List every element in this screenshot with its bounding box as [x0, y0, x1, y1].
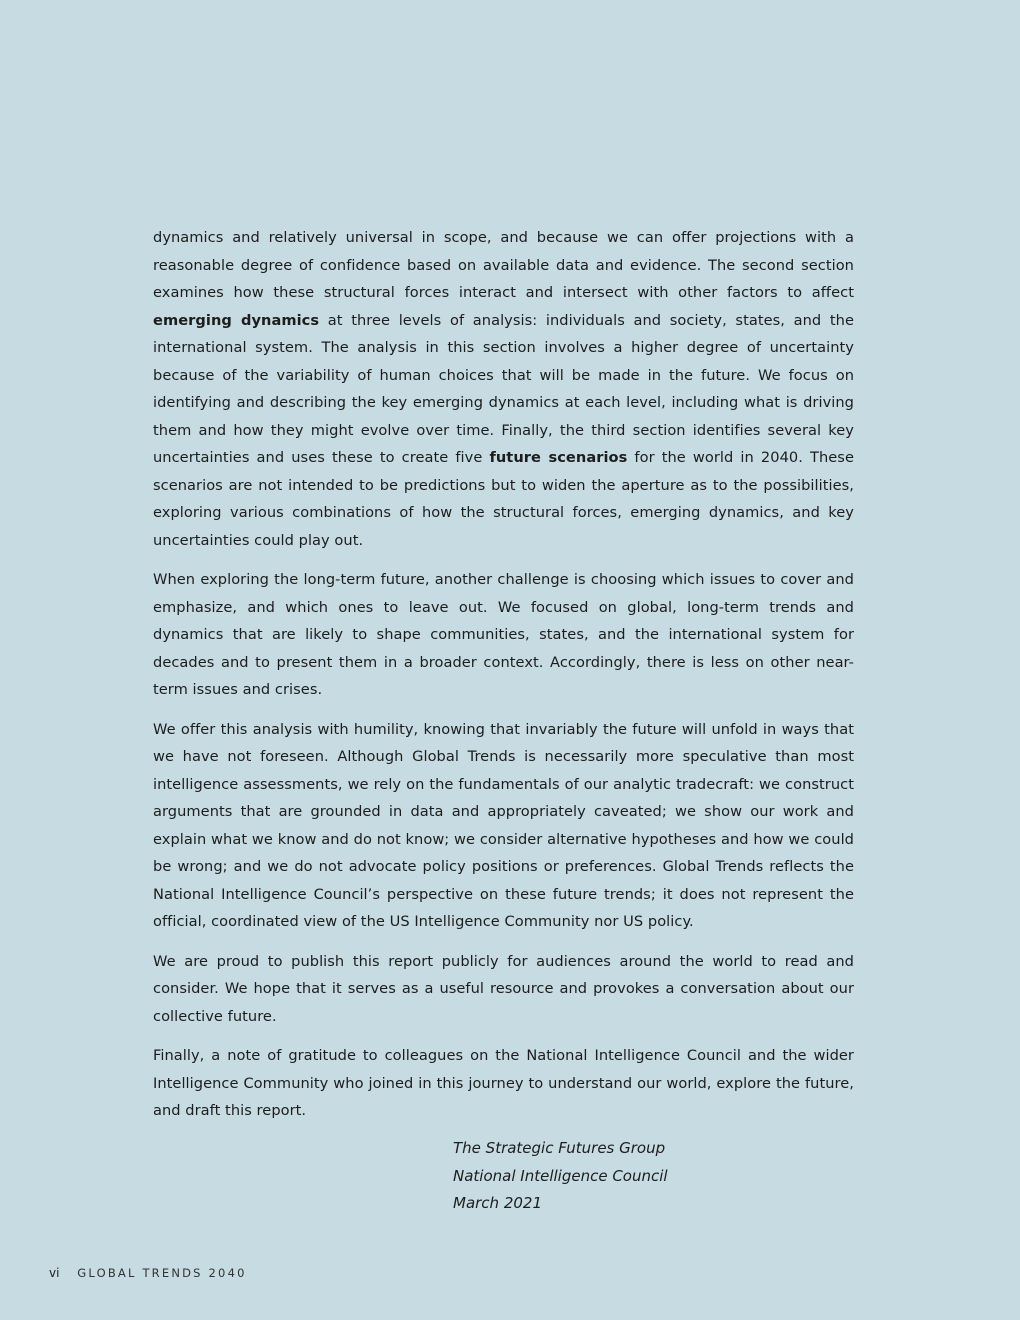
paragraph-gratitude — [153, 1042, 854, 1125]
footer-title: GLOBAL TRENDS 2040 — [77, 1266, 247, 1280]
paragraph-scope-text-2: at three levels of analysis: individuals and society, states, and the international system. The analysis in this section involves a higher degree of uncertainty because of the variability of human choices that will be made in the future. We focus on identifying and describing the key emerging dynamics at each level, including what is driving them and how they might evolve over time. Finally, the third section identifies several key uncertainties and uses these to create five — [153, 311, 854, 466]
signature-group: The Strategic Futures Group — [453, 1139, 666, 1157]
paragraph-publish — [153, 948, 854, 1031]
term-emerging-dynamics: emerging dynamics — [153, 311, 320, 329]
page-number: vi — [49, 1266, 60, 1280]
signature-date: March 2021 — [453, 1194, 542, 1212]
paragraph-humility — [153, 716, 854, 936]
signature-council: National Intelligence Council — [453, 1166, 668, 1185]
paragraph-humility-text: We offer this analysis with humility, knowing that invariably the future will unfold in ways that we have not foreseen. Although Global Trends is necessarily more speculative than most intelligence assessments, we rely on the fundamentals of our analytic tradecraft: we construct arguments that are grounded in data and appropriately caveated; we show our work and explain what we know and do not know; we consider alternative hypotheses and how we could be wrong; and we do not advocate policy positions or preferences. Global Trends reflects the National Intelligence Council’s perspective on these future trends; it does not represent the official, coordinated view of the US Intelligence Community nor US policy. — [153, 720, 854, 930]
paragraph-scope-text-1: dynamics and relatively universal in scope, and because we can offer projections with a reasonable degree of confidence based on available data and evidence. The second section examines how these structural forces interact and intersect with other factors to affect — [153, 229, 854, 301]
paragraph-scope-text-3: for the world in 2040. These scenarios are not intended to be predictions but to widen the aperture as to the possibilities, exploring various combinations of how the structural forces, emerging dynamics, and key uncertainties could play out. — [153, 449, 854, 549]
paragraph-publish-text: We are proud to publish this report publicly for audiences around the world to read and consider. We hope that it serves as a useful resource and provokes a conversation about our collective future. — [153, 952, 854, 1025]
page-footer — [49, 1266, 247, 1280]
paragraph-long-term-future — [153, 566, 854, 704]
paragraph-scope — [153, 224, 854, 554]
term-future-scenarios: future scenarios — [489, 449, 628, 466]
signature-block — [453, 1135, 668, 1218]
paragraph-long-term-future-text: When exploring the long-term future, another challenge is choosing which issues to cover and emphasize, and which ones to leave out. We focused on global, long-term trends and dynamics that are likely to shape communities, states, and the international system for decades and to present them in a broader context. Accordingly, there is less on other near-term issues and crises. — [153, 571, 854, 698]
paragraph-gratitude-text: Finally, a note of gratitude to colleagues on the National Intelligence Council and the wider Intelligence Community who joined in this journey to understand our world, explore the future, and draft this report. — [153, 1047, 854, 1119]
body-text — [153, 224, 854, 1137]
